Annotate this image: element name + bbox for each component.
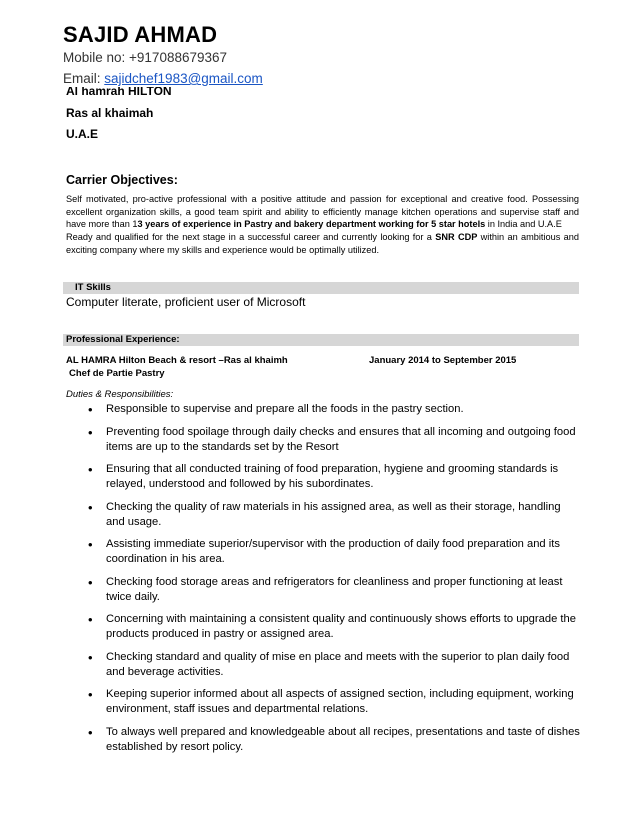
duty-item: • Checking the quality of raw materials in his assigned area, as well as their storage, handling and usage. [88,500,580,530]
it-skills-heading: IT Skills [63,282,579,294]
duties-label: Duties & Responsibilities: [66,389,174,400]
duty-item: • Checking food storage areas and refrigerators for cleanliness and proper functioning at least twice daily. [88,575,580,605]
experience-heading: Professional Experience: [63,334,579,346]
duties-list [88,402,580,762]
email-line [63,71,263,86]
duty-item: • Assisting immediate superior/supervisor with the production of daily food preparation and its coordination in his area. [88,537,580,567]
duty-item: • To always well prepared and knowledgeable about all recipes, presentations and taste of dishes established by resort policy. [88,725,580,755]
email-label: Email: [63,71,105,86]
candidate-name: SAJID AHMAD [63,22,218,47]
email-link[interactable]: sajidchef1983@gmail.com [104,71,263,86]
address-line-1: Al hamrah HILTON [66,87,172,98]
mobile-number: Mobile no: +917088679367 [63,50,228,65]
job-title: Chef de Partie Pastry [69,368,165,379]
address-line-2: Ras al khaimah [66,106,154,120]
objective-heading: Carrier Objectives: [66,173,178,187]
duty-item: • Preventing food spoilage through daily checks and ensures that all incoming and outgoing food items are up to the standards set by the Resort [88,425,580,455]
duty-item: • Concerning with maintaining a consistent quality and continuously shows efforts to upgrade the products produced in pastry or assigned area. [88,612,580,642]
job-company: AL HAMRA Hilton Beach & resort –Ras al khaimh [66,355,288,366]
job-dates: January 2014 to September 2015 [369,355,517,366]
duty-item: • Responsible to supervise and prepare all the foods in the pastry section. [88,402,580,417]
objective-text: Self motivated, pro-active professional with a positive attitude and passion for exceptional and creative food. Possessing excellent organization skills, a good team spirit and ability to efficiently manage kitchen operations and supervise staff and have more than 13 years of experience in Pastry and bakery department working for 5 star hotels in India and U.A.E Ready and qualified for the next stage in a successful career and currently looking for a SNR CDP within an ambitious and exciting company where my skills and experience would be optimally utilized. [66,194,579,255]
duty-item: • Ensuring that all conducted training of food preparation, hygiene and grooming standards is relayed, understood and followed by his subordinates. [88,462,580,492]
it-skills-text: Computer literate, proficient user of Microsoft [66,295,306,309]
address-line-3: U.A.E [66,127,99,141]
duty-item: • Checking standard and quality of mise en place and meets with the superior to plan daily food and beverage activities. [88,650,580,680]
duty-item: • Keeping superior informed about all aspects of assigned section, including equipment, working environment, staff issues and departmental relations. [88,687,580,717]
